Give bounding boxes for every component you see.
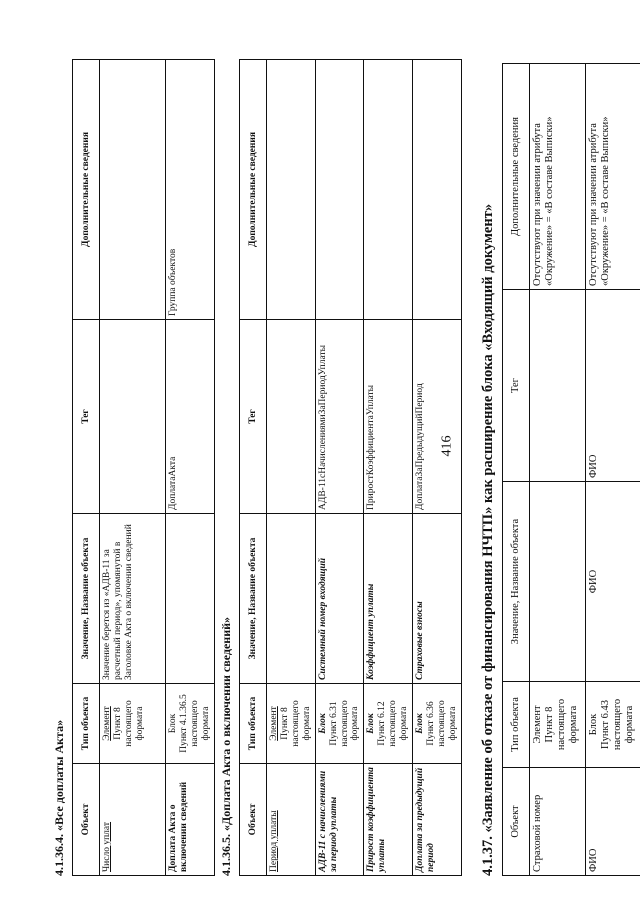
cell-object: Число уплат <box>100 764 166 876</box>
header-type: Тип объекта <box>240 684 267 764</box>
cell-extra: Группа объектов <box>166 60 215 320</box>
cell-object: ФИО <box>586 768 640 876</box>
cell-extra: Отсутствуют при значении атрибута «Окружение» = «В составе Выписки» <box>530 64 586 290</box>
type-ref: Пункт 6.36 настоящего формата <box>425 700 458 747</box>
type-kind: Блок <box>317 713 328 734</box>
cell-type <box>100 684 166 764</box>
header-value: Значение, Название объекта <box>73 514 100 684</box>
cell-value: Системный номер входящий <box>315 514 364 684</box>
cell-extra: Отсутствуют при значении атрибута «Окружение» = «В составе Выписки» <box>586 64 640 290</box>
cell-value: Значение берется из «АДВ-11 за расчетный период», упомянутой в Заголовке Акта о включении сведений <box>100 514 166 684</box>
cell-type <box>413 684 462 764</box>
cell-value: Коэффициент уплаты <box>364 514 413 684</box>
type-ref: Пункт 6.31 настоящего формата <box>328 700 361 747</box>
table-row <box>166 60 215 876</box>
cell-type <box>267 684 316 764</box>
type-kind: Элемент <box>102 706 112 741</box>
cell-object: АДВ-11 с начислениями за период уплаты <box>315 764 364 876</box>
cell-object: Доплата за предыдущий период <box>413 764 462 876</box>
table-all-payments <box>72 59 215 876</box>
header-tag: Тег <box>503 290 530 482</box>
cell-value <box>530 482 586 682</box>
cell-object: Доплата Акта о включении сведений <box>166 764 215 876</box>
cell-value: Страховые взносы <box>413 514 462 684</box>
header-value: Значение, Название объекта <box>503 482 530 682</box>
header-tag: Тег <box>73 320 100 514</box>
type-ref: Пункт 8 настоящего формата <box>544 698 580 751</box>
type-kind: Блок <box>588 713 599 736</box>
cell-tag: ФИО <box>586 290 640 482</box>
type-kind: Элемент <box>532 705 543 744</box>
table-row <box>315 60 364 876</box>
type-ref: Пункт 6.43 настоящего формата <box>600 698 636 751</box>
header-extra: Дополнительные сведения <box>240 60 267 320</box>
header-object: Объект <box>73 764 100 876</box>
table-row <box>267 60 316 876</box>
page-number: 416 <box>439 435 455 457</box>
type-ref: Пункт 6.12 настоящего формата <box>377 700 410 747</box>
type-ref: Пункт 4.1.36.5 настоящего формата <box>178 694 211 753</box>
rotated-page-content <box>46 10 640 880</box>
cell-extra <box>315 60 364 320</box>
header-tag: Тег <box>240 320 267 514</box>
cell-extra <box>413 60 462 320</box>
table-row <box>364 60 413 876</box>
type-ref: Пункт 8 настоящего формата <box>112 700 145 747</box>
cell-tag <box>530 290 586 482</box>
cell-extra <box>364 60 413 320</box>
type-kind: Блок <box>415 713 426 734</box>
type-ref: Пункт 8 настоящего формата <box>279 700 312 747</box>
header-type: Тип объекта <box>503 682 530 768</box>
cell-tag <box>267 320 316 514</box>
header-value: Значение, Название объекта <box>240 514 267 684</box>
cell-tag: ДоплатаАкта <box>166 320 215 514</box>
table-row <box>100 60 166 876</box>
cell-type <box>364 684 413 764</box>
cell-object: Прирост коэффициента уплаты <box>364 764 413 876</box>
cell-object: Период уплаты <box>267 764 316 876</box>
cell-object: Страховой номер <box>530 768 586 876</box>
header-extra: Дополнительные сведения <box>503 64 530 290</box>
type-kind: Блок <box>366 713 377 734</box>
cell-tag: ДоплатаЗаПредыдущийПериод <box>413 320 462 514</box>
header-object: Объект <box>240 764 267 876</box>
table-nchtp-refusal <box>502 63 640 876</box>
cell-type <box>530 682 586 768</box>
cell-tag: АДВ-11сНачислениямиЗаПериодУплаты <box>315 320 364 514</box>
cell-tag: ПриростКоэффициентаУплаты <box>364 320 413 514</box>
cell-extra <box>100 60 166 320</box>
cell-type <box>166 684 215 764</box>
cell-value: ФИО <box>586 482 640 682</box>
table-act-surcharge <box>239 59 462 876</box>
cell-tag <box>100 320 166 514</box>
table-row <box>413 60 462 876</box>
type-kind: Элемент <box>269 706 279 741</box>
header-extra: Дополнительные сведения <box>73 60 100 320</box>
type-kind: Блок <box>168 713 178 734</box>
table-row <box>586 64 640 876</box>
header-object: Объект <box>503 768 530 876</box>
cell-value <box>267 514 316 684</box>
table-header-row <box>503 64 530 876</box>
table-row <box>530 64 586 876</box>
table-header-row <box>240 60 267 876</box>
cell-extra <box>267 60 316 320</box>
header-type: Тип объекта <box>73 684 100 764</box>
section-title-4-1-36-5: 4.1.36.5. «Доплата Акта о включении сведений» <box>219 616 233 876</box>
section-title-4-1-37: 4.1.37. «Заявление об отказе от финансирования НЧТП» как расширение блока «Входящий документ» <box>480 203 496 876</box>
table-header-row <box>73 60 100 876</box>
cell-type <box>586 682 640 768</box>
cell-type <box>315 684 364 764</box>
cell-value <box>166 514 215 684</box>
section-title-4-1-36-4: 4.1.36.4. «Все доплаты Акта» <box>52 719 66 876</box>
